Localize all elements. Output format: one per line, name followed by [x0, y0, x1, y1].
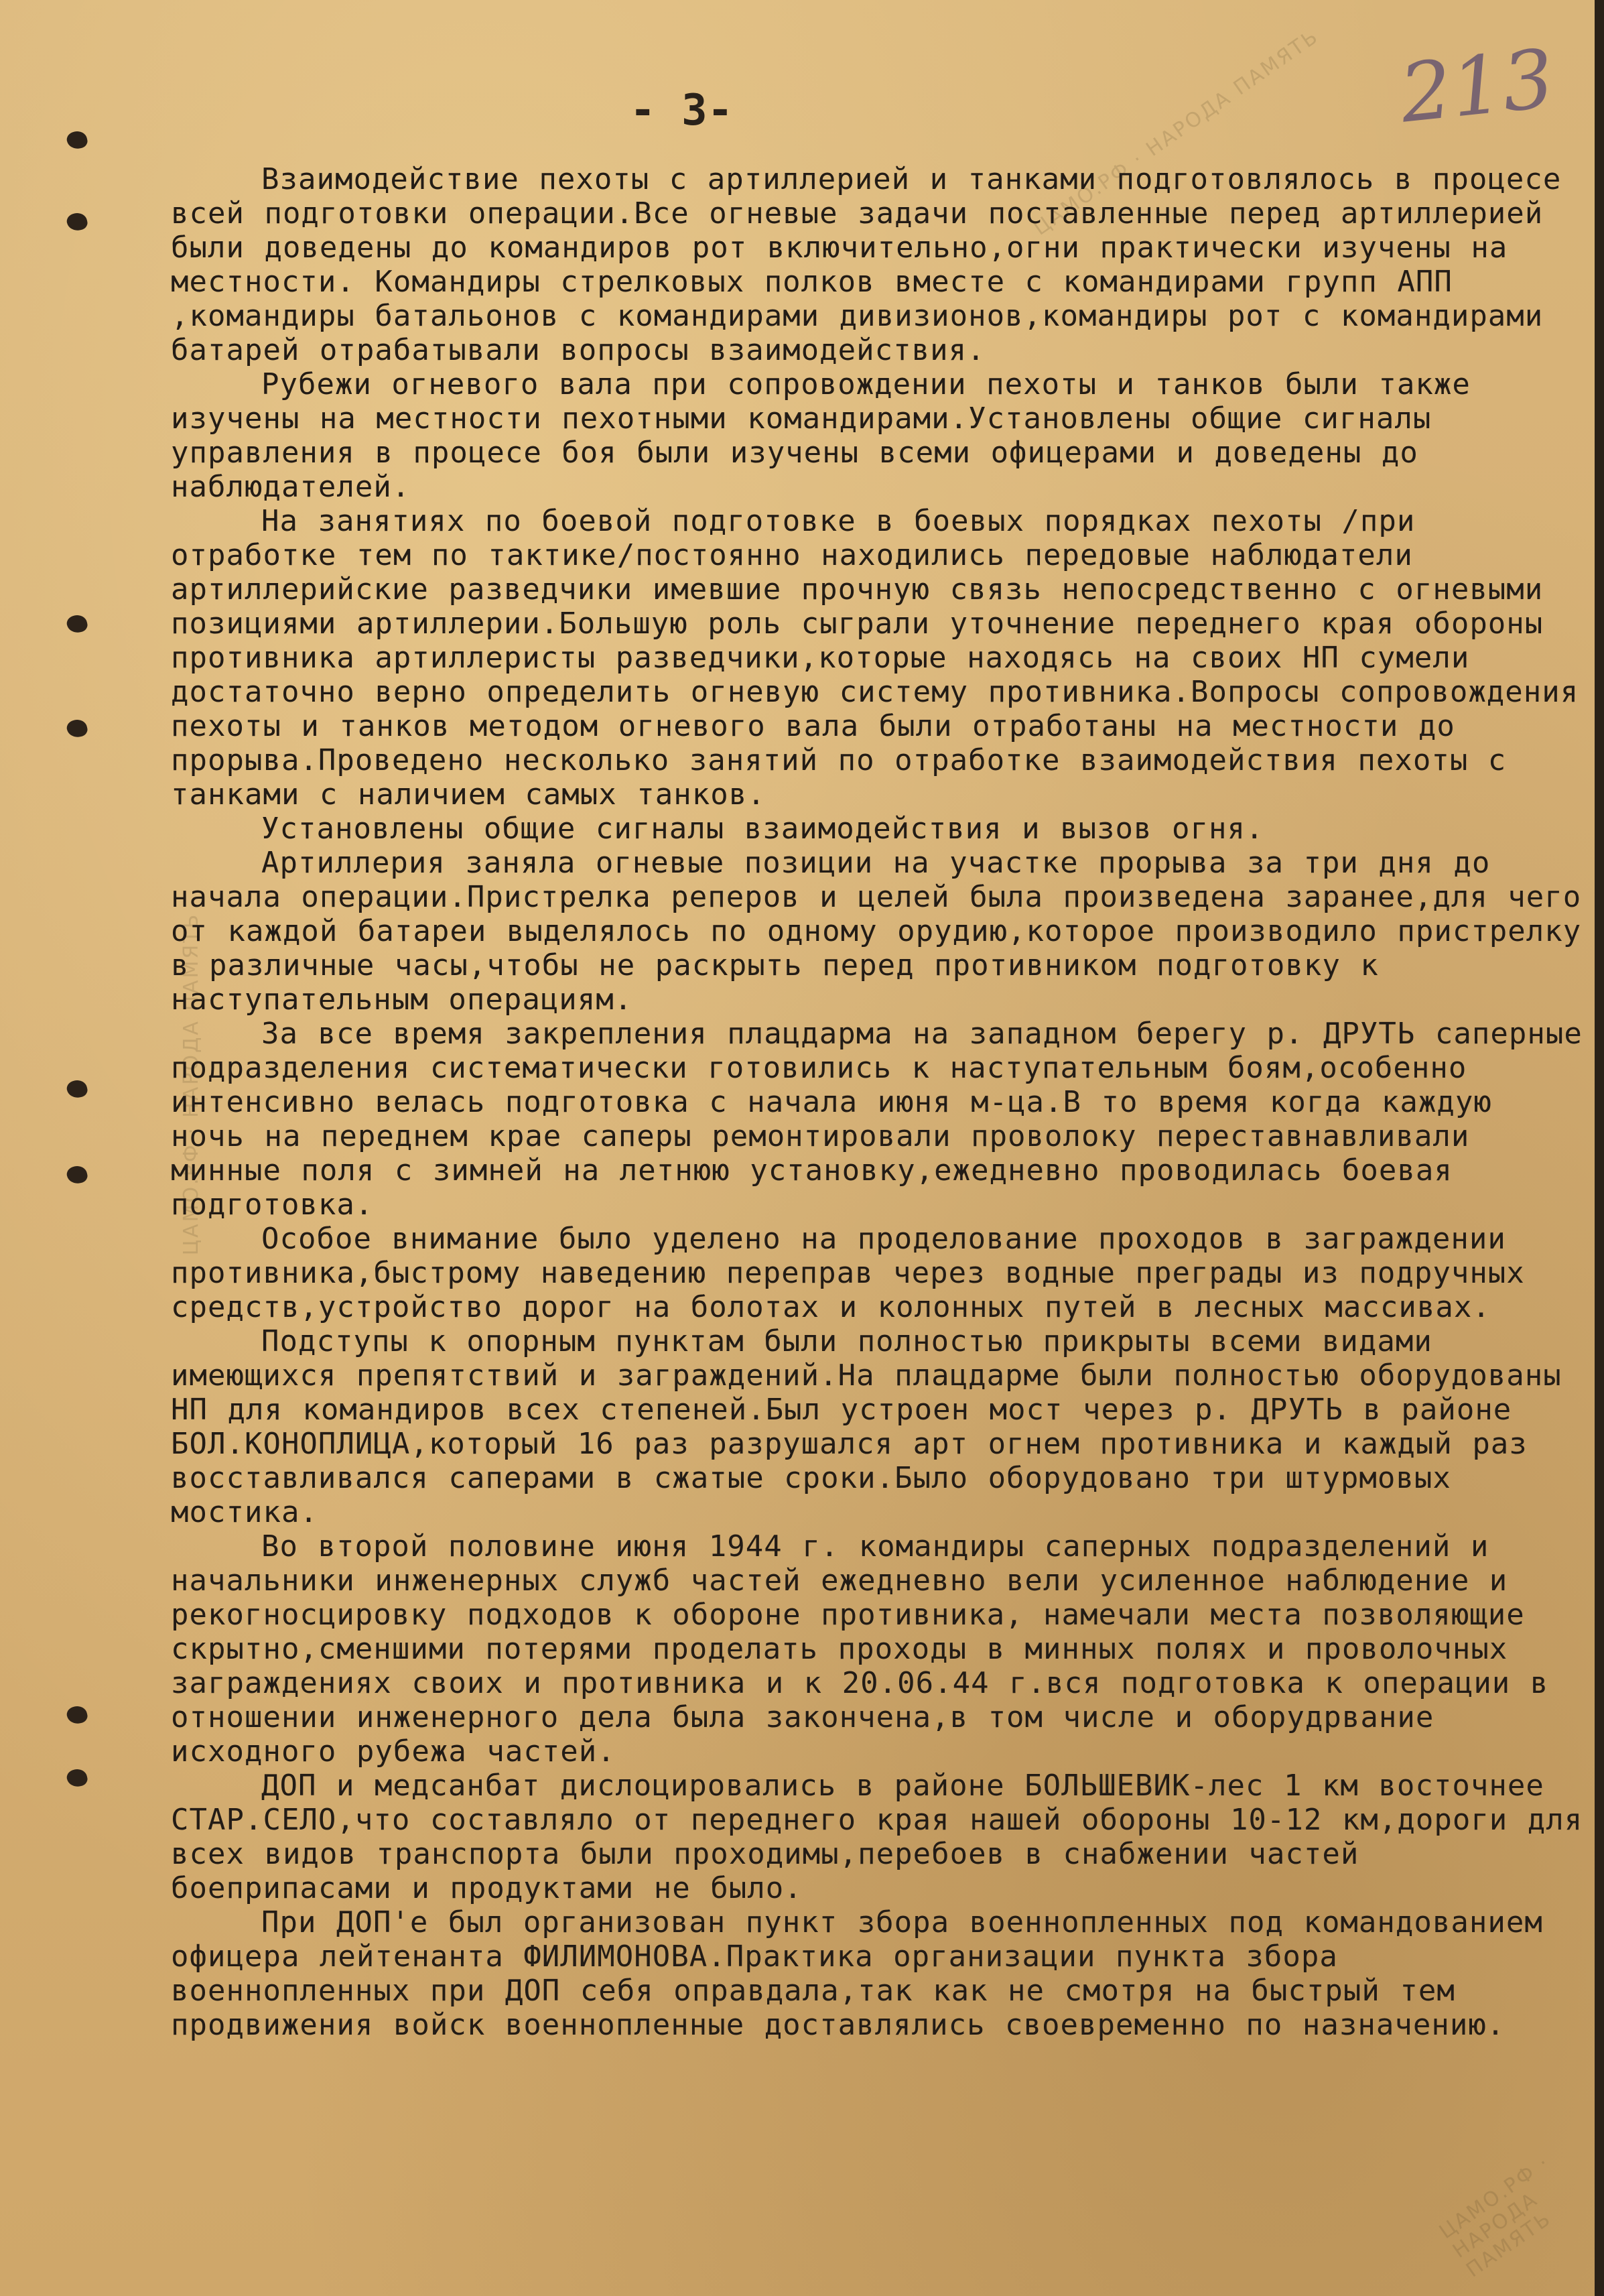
punch-hole-mark — [66, 1767, 89, 1789]
watermark: ЦАМО.РФ · НАРОДА ПАМЯТЬ — [1434, 2150, 1556, 2283]
punch-hole-mark — [66, 129, 89, 151]
page-number: - 3- — [630, 86, 734, 135]
paragraph: За все время закрепления плацдарма на западном берегу р. ДРУТЬ саперные подразделения систематически готовились к наступательным боям,особенно интенсивно велась подготовка с начала июня м-ца.В то время когда каждую ночь на переднем крае саперы ремонтировали проволоку переставнавливали минные поля с зимней на летнюю установку,ежедневно проводилась боевая подготовка. — [171, 1017, 1583, 1222]
paragraph: Установлены общие сигналы взаимодействия и вызов огня. — [261, 812, 1264, 846]
paragraph: На занятиях по боевой подготовке в боевых порядках пехоты /при отработке тем по тактике/постоянно находились передовые наблюдатели артиллерийские разведчики имевшие прочную связь непосредственно с огневыми позициями артиллерии.Большую роль сыграли уточнение переднего края обороны противника артиллеристы разведчики,которые находясь на своих НП сумели достаточно верно определить огневую систему противника.Вопросы сопровождения пехоты и танков методом огневого вала были отработаны на местности до прорыва.Проведено несколько занятий по отработке взаимодействия пехоты с танками с наличием самых танков. — [171, 504, 1579, 812]
watermark: ЦАМО.РФ · НАРОДА ПАМЯТЬ — [180, 912, 204, 1256]
document-text — [171, 162, 1585, 2042]
watermark: ЦАМО.РФ · НАРОДА ПАМЯТЬ — [1029, 24, 1324, 241]
paragraph: Рубежи огневого вала при сопровождении пехоты и танков были также изучены на местности пехотными командирами.Установлены общие сигналы управления в процесе боя были изучены всеми офицерами и доведены до наблюдателей. — [171, 367, 1471, 504]
paragraph: ДОП и медсанбат дислоцировались в районе БОЛЬШЕВИК-лес 1 км восточнее СТАР.СЕЛО,что составляло от переднего края нашей обороны 10-12 км,дороги для всех видов транспорта были проходимы,перебоев в снабжении частей боеприпасами и продуктами не было. — [171, 1769, 1583, 1905]
punch-hole-mark — [66, 1704, 89, 1726]
punch-hole-mark — [66, 1078, 89, 1100]
punch-hole-mark — [66, 211, 89, 233]
paragraph: Подступы к опорным пунктам были полностью прикрыты всеми видами имеющихся препятствий и заграждений.На плацдарме были полностью оборудованы НП для командиров всех степеней.Был устроен мост через р. ДРУТЬ в районе БОЛ.КОНОПЛИЦА,который 16 раз разрушался арт огнем противника и каждый раз восставливался саперами в сжатые сроки.Было оборудовано три штурмовых мостика. — [171, 1324, 1562, 1529]
paragraph: Особое внимание было уделено на проделование проходов в заграждении противника,быстрому наведению переправ через водные преграды из подручных средств,устройство дорог на болотах и колонных путей в лесных массивах. — [171, 1222, 1525, 1324]
page-edge — [1595, 0, 1604, 2296]
paragraph: При ДОП'е был организован пункт збора военнопленных под командованием офицера лейтенанта ФИЛИМОНОВА.Практика организации пункта збора военнопленных при ДОП себя оправдала,так как не смотря на быстрый тем продвижения войск военнопленные доставлялись своевременно по назначению. — [171, 1905, 1543, 2042]
punch-hole-mark — [66, 613, 89, 635]
punch-hole-mark — [66, 718, 89, 739]
punch-hole-mark — [66, 1164, 89, 1186]
paragraph: Артиллерия заняла огневые позиции на участке прорыва за три дня до начала операции.Пристрелка реперов и целей была произведена заранее,для чего от каждой батареи выделялось по одному орудию,которое производило пристрелку в различные часы,чтобы не раскрыть перед противником подготовку к наступательным операциям. — [171, 846, 1582, 1017]
paragraph: Взаимодействие пехоты с артиллерией и танками подготовлялось в процесе всей подготовки операции.Все огневые задачи поставленные перед артиллерией были доведены до командиров рот включительно,огни практически изучены на местности. Командиры стрелковых полков вместе с командирами групп АПП ,командиры батальонов с командирами дивизионов,командиры рот с командирами батарей отрабатывали вопросы взаимодействия. — [171, 162, 1562, 367]
paragraph: Во второй половине июня 1944 г. командиры саперных подразделений и начальники инженерных служб частей ежедневно вели усиленное наблюдение и рекогносцировку подходов к обороне противника, намечали места позволяющие скрытно,сменшими потерями проделать проходы в минных полях и проволочных заграждениях своих и противника и к 20.06.44 г.вся подготовка к операции в отношении инженерного дела была закончена,в том числе и оборудрвание исходного рубежа частей. — [171, 1529, 1549, 1769]
archive-page-number: 213 — [1396, 32, 1558, 141]
